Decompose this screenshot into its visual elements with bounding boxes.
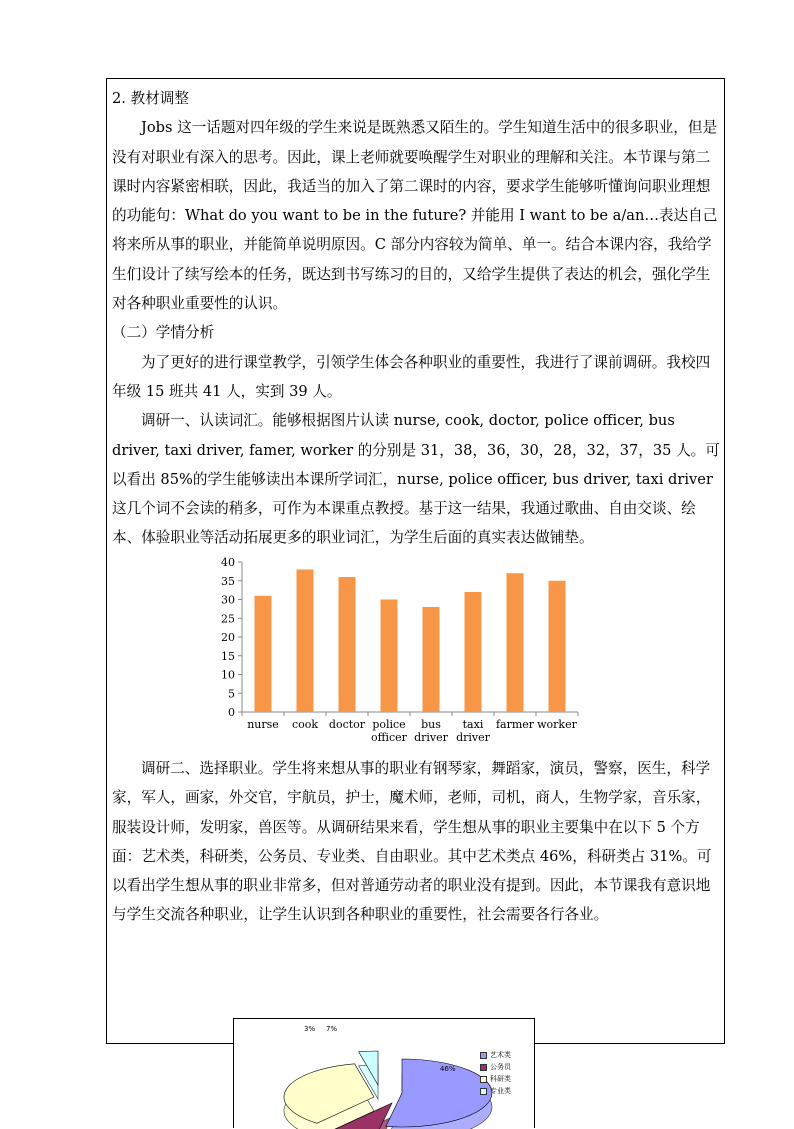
legend-label: 公务员 <box>490 1063 511 1071</box>
bar <box>465 592 482 712</box>
y-tick-label: 35 <box>221 574 235 588</box>
legend-swatch <box>480 1076 487 1083</box>
section-heading: 2. 教材调整 <box>112 90 189 107</box>
x-tick-label: nurse <box>247 718 279 731</box>
legend-item <box>480 1049 511 1061</box>
legend-item <box>480 1061 511 1073</box>
bar <box>381 600 398 713</box>
pie-value-label: 3% <box>304 1025 316 1033</box>
x-tick-label: worker <box>537 718 577 731</box>
x-tick-label: driver <box>456 731 490 744</box>
upper-text-block <box>112 84 720 553</box>
bar <box>297 570 314 713</box>
legend-label: 专业类 <box>490 1087 511 1095</box>
bar <box>423 607 440 712</box>
y-tick-label: 5 <box>228 687 235 701</box>
pie-value-label: 46% <box>440 1065 456 1073</box>
x-tick-label: officer <box>371 731 407 744</box>
pie-chart-frame <box>233 1018 535 1128</box>
legend-swatch <box>480 1064 487 1071</box>
y-tick-label: 0 <box>228 706 235 719</box>
subheading: （二）学情分析 <box>112 324 215 342</box>
x-tick-label: bus <box>421 718 441 731</box>
x-tick-label: cook <box>291 718 319 731</box>
lower-text-block <box>112 754 720 930</box>
legend-label: 科研类 <box>490 1075 511 1083</box>
bar-chart <box>210 556 590 752</box>
y-tick-label: 20 <box>221 631 235 644</box>
bar <box>339 577 356 712</box>
x-tick-label: farmer <box>495 718 535 731</box>
y-tick-label: 10 <box>221 668 235 682</box>
x-tick-label: doctor <box>328 718 366 731</box>
bar <box>255 596 272 712</box>
legend-item <box>480 1085 511 1097</box>
legend-swatch <box>480 1088 487 1095</box>
paragraph: 调研二、选择职业。学生将来想从事的职业有钢琴家，舞蹈家，演员，警察，医生，科学家，军人，画家，外交官，宇航员，护士，魔术师，老师，司机，商人，生物学家，音乐家，服装设计师，发明家，兽医等。从调研结果来看，学生想从事的职业主要集中在以下 5 个方面：艺术类，科研类，公务员、专业类、自由职业。其中艺术类点 46%，科研类占 31%。可以看出学生想从事的职业非常多，但对普通劳动者的职业没有提到。因此，本节课我有意识地与学生交流各种职业，让学生认识到各种职业的重要性，社会需要各行各业。 <box>112 760 712 924</box>
y-tick-label: 40 <box>221 556 235 569</box>
pie-value-label: 7% <box>326 1025 338 1033</box>
y-tick-label: 15 <box>221 649 235 663</box>
paragraph: Jobs 这一话题对四年级的学生来说是既熟悉又陌生的。学生知道生活中的很多职业，但是没有对职业有深入的思考。因此，课上老师就要唤醒学生对职业的理解和关注。本节课与第二课时内容紧密相联，因此，我适当的加入了第二课时的内容，要求学生能够听懂询问职业理想的功能句：What do you want to be in the future? 并能用 I want to be a/an…表达自己将来所从事的职业，并能简单说明原因。C 部分内容较为简单、单一。结合本课内容，我给学生们设计了续写绘本的任务，既达到书写练习的目的，又给学生提供了表达的机会，强化学生对各种职业重要性的认识。 <box>112 119 718 313</box>
paragraph: 为了更好的进行课堂教学，引领学生体会各种职业的重要性，我进行了课前调研。我校四年级 15 班共 41 人，实到 39 人。 <box>112 353 711 400</box>
legend-item <box>480 1073 511 1085</box>
bar <box>549 581 566 712</box>
legend-label: 艺术类 <box>490 1051 511 1059</box>
x-tick-label: taxi <box>462 718 484 731</box>
y-tick-label: 25 <box>221 612 235 626</box>
pie-legend <box>480 1049 511 1097</box>
paragraph: 调研一、认读词汇。能够根据图片认读 nurse, cook, doctor, police officer, bus driver, taxi driver, famer, worker 的分别是 31，38，36，30，28，32，37，35 人。可以看出 85%的学生能够读出本课所学词汇，nurse, police officer, bus driver, taxi driver 这几个词不会读的稍多，可作为本课重点教授。基于这一结果，我通过歌曲、自由交谈、绘本、体验职业等活动拓展更多的职业词汇，为学生后面的真实表达做铺垫。 <box>112 412 720 547</box>
x-tick-label: driver <box>414 731 448 744</box>
x-tick-label: police <box>372 718 406 731</box>
y-tick-label: 30 <box>221 593 235 607</box>
bar <box>507 573 524 712</box>
legend-swatch <box>480 1052 487 1059</box>
